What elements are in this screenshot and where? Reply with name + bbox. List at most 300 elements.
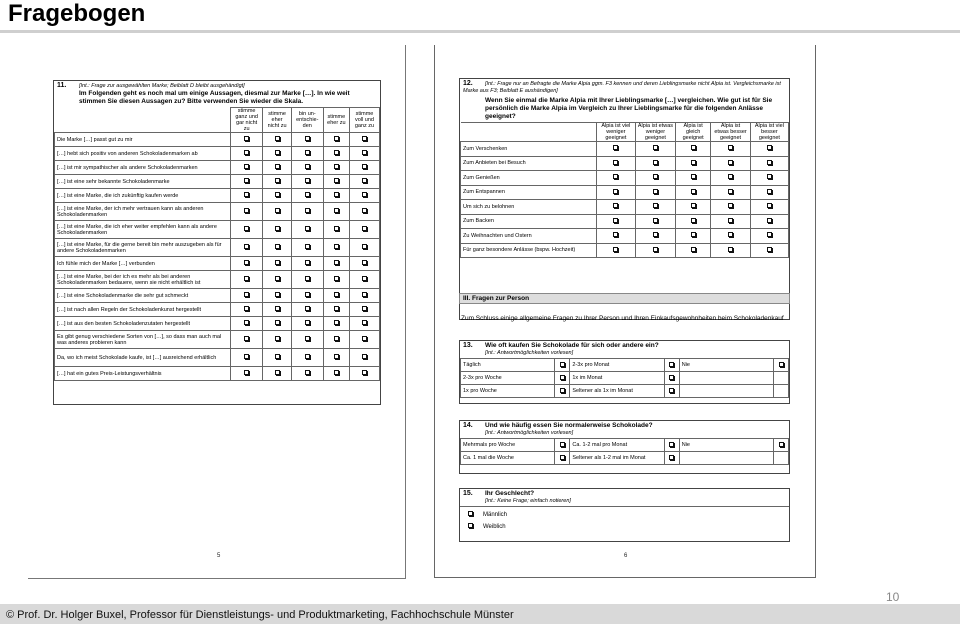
checkbox[interactable] [613, 247, 618, 252]
statement-text: Ich fühle mich der Marke […] verbunden [55, 257, 231, 271]
checkbox[interactable] [244, 276, 249, 281]
option-checkbox-cell [774, 385, 789, 398]
option-label: 2-3x pro Monat [570, 359, 664, 372]
option-checkbox-cell [664, 385, 679, 398]
option-label: Seltener als 1x im Monat [570, 385, 664, 398]
checkbox[interactable] [362, 276, 367, 281]
rating-cell [323, 331, 349, 349]
occasion-text: Zum Entspannen [461, 185, 597, 200]
rating-cell [349, 133, 379, 147]
checkbox[interactable] [244, 178, 249, 183]
page-number: 5 [217, 553, 221, 559]
checkbox[interactable] [305, 336, 310, 341]
question-12-scale-table [460, 122, 789, 258]
rating-cell [263, 189, 292, 203]
checkbox[interactable] [560, 362, 565, 367]
table-row [55, 349, 380, 367]
occasion-text: Zum Verschenken [461, 142, 597, 157]
checkbox[interactable] [305, 370, 310, 375]
checkbox[interactable] [334, 208, 339, 213]
statement-text: […] ist eine Schokoladenmarke die sehr gut schmeckt [55, 289, 231, 303]
rating-cell [323, 317, 349, 331]
checkbox[interactable] [334, 136, 339, 141]
checkbox[interactable] [244, 136, 249, 141]
occasion-text: Zum Genießen [461, 171, 597, 186]
question-13-header [460, 341, 789, 358]
rating-cell [711, 171, 751, 186]
checkbox[interactable] [334, 244, 339, 249]
rating-cell [676, 243, 711, 258]
rating-cell [349, 221, 379, 239]
checkbox[interactable] [334, 192, 339, 197]
checkbox[interactable] [275, 136, 280, 141]
rating-cell [711, 229, 751, 244]
checkbox[interactable] [244, 260, 249, 265]
question-text: Im Folgenden geht es noch mal um einige Aussagen, diesmal zur Marke […]. In wie weit stimmen Sie diesen Aussagen zu? Bitte verwenden Sie wieder die Skala. [79, 90, 350, 105]
checkbox[interactable] [275, 320, 280, 325]
rating-cell [231, 349, 263, 367]
checkbox[interactable] [362, 164, 367, 169]
checkbox[interactable] [653, 247, 658, 252]
question-13-box [459, 340, 790, 404]
rating-cell [231, 289, 263, 303]
rating-cell [231, 147, 263, 161]
rating-cell [711, 142, 751, 157]
question-number: 13. [463, 342, 473, 349]
checkbox[interactable] [767, 203, 772, 208]
rating-cell [263, 331, 292, 349]
checkbox[interactable] [244, 292, 249, 297]
question-11-scale-table [54, 107, 380, 381]
checkbox[interactable] [305, 178, 310, 183]
checkbox[interactable] [362, 336, 367, 341]
checkbox[interactable] [244, 226, 249, 231]
checkbox[interactable] [362, 370, 367, 375]
question-text: Wie oft kaufen Sie Schokolade für sich oder andere ein? [485, 342, 659, 349]
checkbox[interactable] [767, 218, 772, 223]
checkbox[interactable] [767, 145, 772, 150]
checkbox[interactable] [779, 442, 784, 447]
rating-cell [323, 349, 349, 367]
checkbox[interactable] [669, 388, 674, 393]
table-row [461, 452, 789, 465]
table-row [55, 303, 380, 317]
checkbox[interactable] [334, 354, 339, 359]
checkbox[interactable] [244, 208, 249, 213]
checkbox[interactable] [334, 320, 339, 325]
table-row [461, 229, 789, 244]
checkbox[interactable] [305, 260, 310, 265]
rating-cell [291, 189, 323, 203]
checkbox[interactable] [362, 292, 367, 297]
option-checkbox-cell [774, 372, 789, 385]
checkbox[interactable] [560, 375, 565, 380]
checkbox[interactable] [305, 306, 310, 311]
checkbox[interactable] [653, 203, 658, 208]
checkbox[interactable] [334, 276, 339, 281]
rating-cell [750, 243, 788, 258]
checkbox[interactable] [613, 160, 618, 165]
rating-cell [711, 214, 751, 229]
statement-text: […] ist eine Marke, die ich zukünftig kaufen werde [55, 189, 231, 203]
checkbox[interactable] [728, 232, 733, 237]
question-11-header [54, 81, 380, 107]
checkbox[interactable] [613, 174, 618, 179]
rating-cell [231, 133, 263, 147]
rating-cell [349, 147, 379, 161]
rating-cell [291, 317, 323, 331]
question-14-options-table [460, 438, 789, 465]
rating-cell [231, 239, 263, 257]
interviewer-note: [Int.: Antwortmöglichkeiten vorlesen] [485, 350, 574, 356]
checkbox[interactable] [362, 192, 367, 197]
checkbox[interactable] [244, 370, 249, 375]
rating-cell [263, 271, 292, 289]
checkbox[interactable] [275, 292, 280, 297]
rating-cell [323, 147, 349, 161]
table-row [55, 203, 380, 221]
checkbox[interactable] [728, 203, 733, 208]
rating-cell [231, 189, 263, 203]
checkbox[interactable] [275, 208, 280, 213]
interviewer-note: [Int.: Frage nur an Befragte die Marke Alpia ggm. F3 kennen und deren Lieblingsmarke nicht Alpia ist. Vergleichsmarke ist Marke aus F3; Beiblatt E aushändigen] [463, 81, 781, 94]
question-14-box [459, 420, 790, 474]
table-row [55, 239, 380, 257]
checkbox[interactable] [334, 370, 339, 375]
checkbox[interactable] [691, 218, 696, 223]
checkbox[interactable] [560, 442, 565, 447]
slide-title: Fragebogen [8, 0, 146, 27]
section-heading: III. Fragen zur Person [459, 293, 790, 304]
checkbox[interactable] [362, 244, 367, 249]
rating-cell [676, 229, 711, 244]
option-label: Männlich [483, 512, 508, 518]
checkbox[interactable] [691, 203, 696, 208]
statement-text: […] ist eine Marke, bei der ich es mehr als bei anderen Schokoladenmarken bedauere, wenn sie nicht erhältlich ist [55, 271, 231, 289]
checkbox[interactable] [728, 145, 733, 150]
checkbox[interactable] [669, 375, 674, 380]
rating-cell [263, 367, 292, 381]
rating-cell [291, 367, 323, 381]
checkbox[interactable] [275, 260, 280, 265]
checkbox[interactable] [613, 189, 618, 194]
checkbox[interactable] [613, 203, 618, 208]
rating-cell [291, 331, 323, 349]
checkbox[interactable] [334, 164, 339, 169]
checkbox[interactable] [728, 174, 733, 179]
checkbox[interactable] [560, 455, 565, 460]
statement-text: Es gibt genug verschiedene Sorten von […], so dass man auch mal was anderes probieren kann [55, 331, 231, 349]
rating-cell [349, 189, 379, 203]
rating-cell [263, 175, 292, 189]
rating-cell [323, 161, 349, 175]
rating-cell [750, 229, 788, 244]
rating-cell [750, 200, 788, 215]
scale-column-header: Alpia ist etwas besser geeignet [711, 123, 751, 142]
question-text: Und wie häufig essen Sie normalerweise Schokolade? [485, 422, 653, 429]
checkbox[interactable] [305, 276, 310, 281]
rating-cell [676, 171, 711, 186]
checkbox[interactable] [362, 208, 367, 213]
rating-cell [711, 156, 751, 171]
table-row [461, 185, 789, 200]
option-checkbox-cell [555, 359, 570, 372]
scale-header-row [55, 108, 380, 133]
checkbox[interactable] [691, 160, 696, 165]
statement-text: […] ist aus den besten Schokoladenzutaten hergestellt [55, 317, 231, 331]
scale-column-header: Alpia ist gleich geeignet [676, 123, 711, 142]
rating-cell [597, 171, 636, 186]
rating-cell [231, 203, 263, 221]
checkbox[interactable] [244, 192, 249, 197]
gender-option [468, 521, 781, 533]
rating-cell [635, 214, 675, 229]
questionnaire-page-right [434, 45, 816, 578]
checkbox[interactable] [244, 354, 249, 359]
checkbox[interactable] [728, 160, 733, 165]
rating-cell [676, 214, 711, 229]
checkbox[interactable] [275, 276, 280, 281]
checkbox[interactable] [334, 226, 339, 231]
checkbox[interactable] [362, 320, 367, 325]
checkbox[interactable] [305, 192, 310, 197]
checkbox[interactable] [362, 150, 367, 155]
interviewer-note: [Int.: Antwortmöglichkeiten vorlesen] [485, 430, 574, 436]
table-row [55, 147, 380, 161]
checkbox[interactable] [305, 164, 310, 169]
checkbox[interactable] [275, 244, 280, 249]
rating-cell [597, 243, 636, 258]
rating-cell [291, 203, 323, 221]
statement-text: […] ist eine sehr bekannte Schokoladenmarke [55, 175, 231, 189]
checkbox[interactable] [653, 218, 658, 223]
rating-cell [635, 171, 675, 186]
option-checkbox-cell [555, 372, 570, 385]
rating-cell [263, 289, 292, 303]
table-row [461, 171, 789, 186]
checkbox[interactable] [305, 150, 310, 155]
question-14-header [460, 421, 789, 438]
option-label: Ca. 1 mal die Woche [461, 452, 555, 465]
checkbox[interactable] [244, 320, 249, 325]
checkbox[interactable] [613, 232, 618, 237]
checkbox[interactable] [305, 292, 310, 297]
checkbox[interactable] [275, 370, 280, 375]
option-label [679, 452, 773, 465]
rating-cell [597, 200, 636, 215]
checkbox[interactable] [275, 164, 280, 169]
checkbox[interactable] [653, 189, 658, 194]
title-divider [0, 30, 960, 33]
checkbox[interactable] [305, 136, 310, 141]
scale-column-header: Alpia ist viel weniger geeignet [597, 123, 636, 142]
table-row [55, 367, 380, 381]
option-checkbox-cell [664, 372, 679, 385]
checkbox[interactable] [244, 244, 249, 249]
checkbox[interactable] [275, 150, 280, 155]
checkbox[interactable] [275, 192, 280, 197]
checkbox[interactable] [468, 511, 473, 516]
rating-cell [231, 367, 263, 381]
rating-cell [291, 257, 323, 271]
checkbox[interactable] [334, 292, 339, 297]
option-checkbox-cell [774, 359, 789, 372]
checkbox[interactable] [362, 178, 367, 183]
occasion-text: Um sich zu belohnen [461, 200, 597, 215]
table-row [55, 221, 380, 239]
rating-cell [597, 156, 636, 171]
table-row [55, 317, 380, 331]
statement-text: […] ist eine Marke, der ich mehr vertrauen kann als anderen Schokoladenmarken [55, 203, 231, 221]
checkbox[interactable] [669, 455, 674, 460]
rating-cell [291, 271, 323, 289]
checkbox[interactable] [691, 145, 696, 150]
rating-cell [323, 203, 349, 221]
checkbox[interactable] [334, 336, 339, 341]
option-checkbox-cell [555, 439, 570, 452]
interviewer-note: [Int.: Keine Frage; einfach notieren] [485, 498, 571, 504]
checkbox[interactable] [275, 178, 280, 183]
table-row [461, 156, 789, 171]
checkbox[interactable] [362, 136, 367, 141]
checkbox[interactable] [653, 160, 658, 165]
scale-column-header: stimme voll und ganz zu [349, 108, 379, 133]
option-label: Seltener als 1-2 mal im Monat [570, 452, 664, 465]
rating-cell [597, 142, 636, 157]
rating-cell [597, 214, 636, 229]
statement-text: […] hat ein gutes Preis-Leistungsverhältnis [55, 367, 231, 381]
option-label: Weiblich [483, 524, 506, 530]
rating-cell [349, 161, 379, 175]
occasion-text: Zum Backen [461, 214, 597, 229]
interviewer-note: [Int.: Frage zur ausgewählten Marke; Beiblatt D bleibt ausgehändigt] [79, 83, 245, 89]
checkbox[interactable] [691, 189, 696, 194]
rating-cell [750, 156, 788, 171]
checkbox[interactable] [305, 354, 310, 359]
page-number: 6 [624, 553, 628, 559]
rating-cell [291, 161, 323, 175]
rating-cell [597, 229, 636, 244]
question-15-options [460, 506, 789, 535]
checkbox[interactable] [767, 160, 772, 165]
checkbox[interactable] [653, 145, 658, 150]
rating-cell [349, 367, 379, 381]
checkbox[interactable] [691, 247, 696, 252]
checkbox[interactable] [244, 306, 249, 311]
checkbox[interactable] [334, 260, 339, 265]
footer-text: © Prof. Dr. Holger Buxel, Professor für Dienstleistungs- und Produktmarketing, Fachhochschule Münster [6, 609, 514, 621]
checkbox[interactable] [728, 218, 733, 223]
rating-cell [263, 161, 292, 175]
checkbox[interactable] [767, 247, 772, 252]
rating-cell [635, 142, 675, 157]
table-row [461, 142, 789, 157]
checkbox[interactable] [728, 189, 733, 194]
question-15-box [459, 488, 790, 542]
option-checkbox-cell [664, 452, 679, 465]
checkbox[interactable] [669, 442, 674, 447]
rating-cell [291, 147, 323, 161]
checkbox[interactable] [560, 388, 565, 393]
option-label: 1x im Monat [570, 372, 664, 385]
rating-cell [676, 142, 711, 157]
rating-cell [676, 200, 711, 215]
rating-cell [349, 289, 379, 303]
checkbox[interactable] [334, 150, 339, 155]
checkbox[interactable] [362, 354, 367, 359]
table-row [461, 439, 789, 452]
checkbox[interactable] [669, 362, 674, 367]
checkbox[interactable] [653, 174, 658, 179]
rating-cell [263, 133, 292, 147]
checkbox[interactable] [305, 208, 310, 213]
checkbox[interactable] [305, 244, 310, 249]
rating-cell [711, 200, 751, 215]
checkbox[interactable] [468, 523, 473, 528]
checkbox[interactable] [334, 178, 339, 183]
checkbox[interactable] [767, 174, 772, 179]
statement-text: Die Marke […] passt gut zu mir [55, 133, 231, 147]
checkbox[interactable] [691, 174, 696, 179]
option-checkbox-cell [555, 452, 570, 465]
checkbox[interactable] [362, 226, 367, 231]
checkbox[interactable] [767, 189, 772, 194]
checkbox[interactable] [244, 336, 249, 341]
rating-cell [349, 331, 379, 349]
table-row [55, 331, 380, 349]
rating-cell [231, 331, 263, 349]
checkbox[interactable] [275, 336, 280, 341]
checkbox[interactable] [275, 226, 280, 231]
checkbox[interactable] [275, 306, 280, 311]
checkbox[interactable] [728, 247, 733, 252]
checkbox[interactable] [691, 232, 696, 237]
checkbox[interactable] [305, 226, 310, 231]
statement-text: […] ist eine Marke, die ich eher weiter empfehlen kann als andere Schokoladenmarken [55, 221, 231, 239]
checkbox[interactable] [613, 218, 618, 223]
rating-cell [635, 185, 675, 200]
checkbox[interactable] [653, 232, 658, 237]
checkbox[interactable] [334, 306, 339, 311]
checkbox[interactable] [244, 150, 249, 155]
rating-cell [263, 317, 292, 331]
option-checkbox-cell [555, 385, 570, 398]
checkbox[interactable] [767, 232, 772, 237]
checkbox[interactable] [362, 260, 367, 265]
statement-text: […] hebt sich positiv von anderen Schokoladenmarken ab [55, 147, 231, 161]
checkbox[interactable] [244, 164, 249, 169]
option-label: Täglich [461, 359, 555, 372]
table-row [461, 385, 789, 398]
rating-cell [323, 257, 349, 271]
question-number: 15. [463, 490, 473, 497]
scale-column-header: Alpia ist viel besser geeignet [750, 123, 788, 142]
checkbox[interactable] [275, 354, 280, 359]
statement-header-blank [55, 108, 231, 133]
checkbox[interactable] [613, 145, 618, 150]
checkbox[interactable] [305, 320, 310, 325]
rating-cell [291, 133, 323, 147]
option-checkbox-cell [664, 359, 679, 372]
question-number: 12. [463, 80, 473, 87]
checkbox[interactable] [779, 362, 784, 367]
question-text: Wenn Sie einmal die Marke Alpia mit Ihrer Lieblingsmarke […] vergleichen. Wie gut ist für Sie persönlich die Marke Alpia im Vergleich zu Ihrer Lieblingsmarke für die folgenden Anlässe geeignet? [485, 97, 773, 120]
rating-cell [349, 303, 379, 317]
checkbox[interactable] [362, 306, 367, 311]
question-13-options-table [460, 358, 789, 398]
option-label [679, 372, 773, 385]
occasion-text: Zu Weihnachten und Ostern [461, 229, 597, 244]
